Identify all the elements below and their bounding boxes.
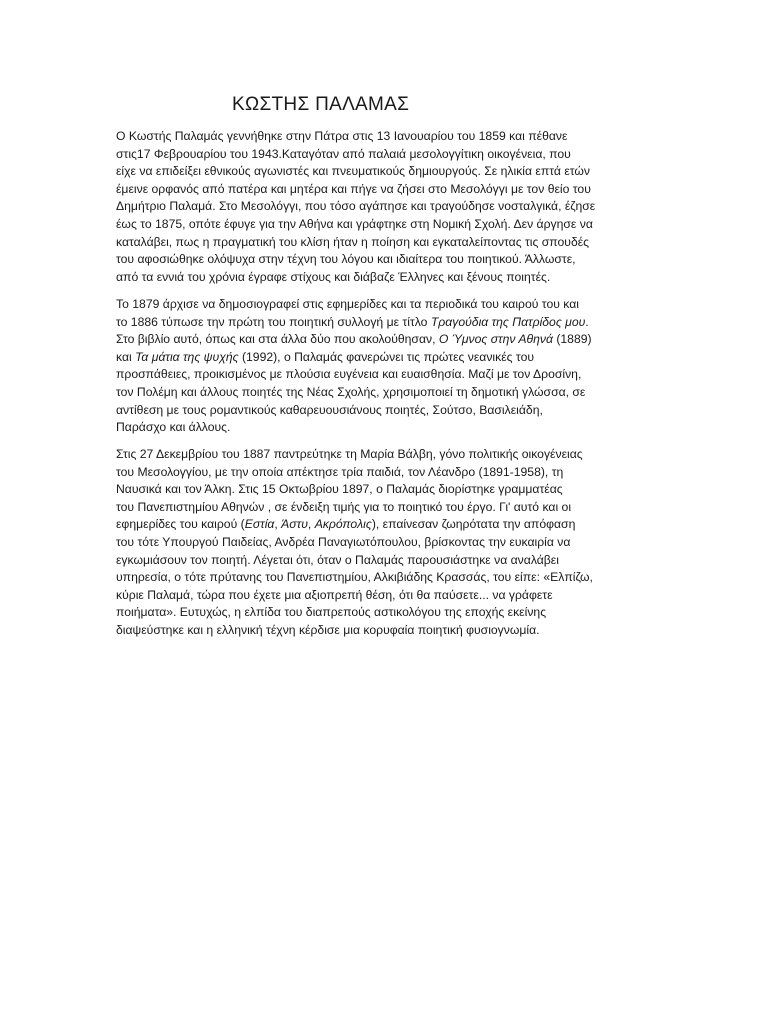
text-line — [116, 331, 656, 349]
text-run: εγκωμιάσουν τον ποιητή. Λέγεται ότι, όταν ο Παλαμάς παρουσιάστηκε να αναλάβει — [116, 552, 559, 567]
text-line — [116, 622, 656, 640]
text-run: τον Πολέμη και άλλους ποιητές της Νέας Σχολής, χρησιμοποιεί τη δημοτική γλώσσα, σε — [116, 384, 586, 399]
text-run: , — [274, 517, 282, 532]
text-run: και — [116, 349, 136, 364]
text-line — [116, 163, 656, 181]
text-line — [116, 569, 656, 587]
text-run: του Πανεπιστημίου Αθηνών , σε ένδειξη τιμής για το ποιητικό του έργο. Γι' αυτό και οι — [116, 499, 572, 514]
text-run: καταλάβει, πως η πραγματική του κλίση ήταν η ποίηση και εγκαταλείποντας τις σπουδές — [116, 234, 590, 249]
document-title: ΚΩΣΤΗΣ ΠΑΛΑΜΑΣ — [232, 94, 410, 115]
text-line — [116, 384, 656, 402]
text-line — [116, 181, 656, 199]
text-line — [116, 604, 656, 622]
text-line — [116, 128, 656, 146]
text-run: προσπάθειες, προικισμένος με πλούσια ευγένεια και ευαισθησία. Μαζί με τον Δροσίνη, — [116, 367, 582, 382]
text-run: είχε να επιδείξει εθνικούς αγωνιστές και πνευματικούς δημιουργούς. Σε ηλικία επτά ετών — [116, 164, 591, 179]
text-run: κύριε Παλαμά, τώρα που έχετε μια αξιοπρεπή θέση, ότι θα παύσετε... να γράφετε — [116, 587, 553, 602]
text-line — [116, 481, 656, 499]
text-line — [116, 402, 656, 420]
text-run: έμεινε ορφανός από πατέρα και μητέρα και πήγε να ζήσει στο Μεσολόγγι με τον θείο του — [116, 181, 591, 196]
text-run: (1992), ο Παλαμάς φανερώνει τις πρώτες νεανικές του — [238, 349, 535, 364]
newspaper-title: Ακρόπολις — [314, 517, 372, 532]
text-line — [116, 534, 656, 552]
text-run: έως το 1875, οπότε έφυγε για την Αθήνα και γράφτηκε στη Νομική Σχολή. Δεν άργησε να — [116, 216, 593, 231]
text-run: Παράσχο και άλλους. — [116, 420, 231, 435]
text-run: από τα εννιά του χρόνια έγραφε στίχους και διάβαζε Έλληνες και ξένους ποιητές. — [116, 269, 551, 284]
text-line — [116, 349, 656, 367]
text-line — [116, 296, 656, 314]
text-line — [116, 419, 656, 437]
text-run: Το 1879 άρχισε να δημοσιογραφεί στις εφημερίδες και τα περιοδικά του καιρού του και — [116, 297, 579, 311]
text-line — [116, 552, 656, 570]
text-run: εφημερίδες του καιρού ( — [116, 517, 245, 532]
text-line — [116, 198, 656, 216]
text-line — [116, 446, 656, 464]
text-run: , — [307, 517, 315, 532]
text-run: αντίθεση με τους ρομαντικούς καθαρευουσιάνους ποιητές, Σούτσο, Βασιλειάδη, — [116, 402, 543, 417]
text-line — [116, 464, 656, 482]
text-line — [116, 269, 656, 287]
text-line — [116, 314, 656, 332]
book-title: Τραγούδια της Πατρίδος μου — [430, 314, 586, 329]
text-line — [116, 251, 656, 269]
text-line — [116, 587, 656, 605]
text-line — [116, 499, 656, 517]
text-run: ποιήματα». Ευτυχώς, η ελπίδα του διαπρεπούς αστικολόγου της εποχής εκείνης — [116, 605, 547, 620]
text-run: Ο Κωστής Παλαμάς γεννήθηκε στην Πάτρα στις 13 Ιανουαρίου του 1859 και πέθανε — [116, 129, 568, 143]
text-line — [116, 234, 656, 252]
text-run: Στο βιβλίο αυτό, όπως και στα άλλα δύο που ακολούθησαν, — [116, 332, 439, 347]
book-title: Ο Ύμνος στην Αθηνά — [438, 332, 553, 347]
text-run: του τότε Υπουργού Παιδείας, Ανδρέα Παναγιωτόπουλου, βρίσκοντας την ευκαιρία να — [116, 534, 571, 549]
text-line — [116, 146, 656, 164]
newspaper-title: Εστία — [244, 517, 275, 532]
text-run: στις17 Φεβρουαρίου του 1943.Καταγόταν από παλαιά μεσολογγίτικη οικογένεια, που — [116, 146, 571, 161]
text-run: (1889) — [552, 332, 592, 347]
text-run: το 1886 τύπωσε την πρώτη του ποιητική συλλογή με τίτλο — [116, 314, 431, 329]
text-run: του αφοσιώθηκε ολόψυχα στην τέχνη του λόγου και ιδιαίτερα του ποιητικού. Άλλωστε, — [116, 252, 576, 267]
text-run: του Μεσολογγίου, με την οποία απέκτησε τρία παιδιά, τον Λέανδρο (1891-1958), τη — [116, 464, 564, 479]
paragraph-marriage-and-career — [116, 446, 656, 640]
text-run: Δημήτριο Παλαμά. Στο Μεσολόγγι, που τόσο αγάπησε και τραγούδησε νοσταλγικά, έζησε — [116, 199, 596, 214]
text-run: Στις 27 Δεκεμβρίου του 1887 παντρεύτηκε τη Μαρία Βάλβη, γόνο πολιτικής οικογένειας — [116, 447, 583, 461]
text-line — [116, 366, 656, 384]
paragraph-birth-and-studies — [116, 128, 656, 286]
book-title: Τα μάτια της ψυχής — [135, 349, 239, 364]
text-line — [116, 216, 656, 234]
text-run: ), επαίνεσαν ζωηρότατα την απόφαση — [371, 517, 576, 532]
text-run: Ναυσικά και τον Άλκη. Στις 15 Οκτωβρίου 1897, ο Παλαμάς διορίστηκε γραμματέας — [116, 482, 563, 497]
text-line — [116, 516, 656, 534]
paragraph-early-work — [116, 296, 656, 437]
text-run: υπηρεσία, ο τότε πρύτανης του Πανεπιστημίου, Αλκιβιάδης Κρασσάς, του είπε: «Ελπίζω, — [116, 570, 593, 585]
newspaper-title: Άστυ — [281, 517, 308, 532]
text-run: . — [585, 314, 589, 329]
text-run: διαψεύστηκε και η ελληνική τέχνη κέρδισε μια κορυφαία ποιητική φυσιογνωμία. — [116, 622, 540, 637]
